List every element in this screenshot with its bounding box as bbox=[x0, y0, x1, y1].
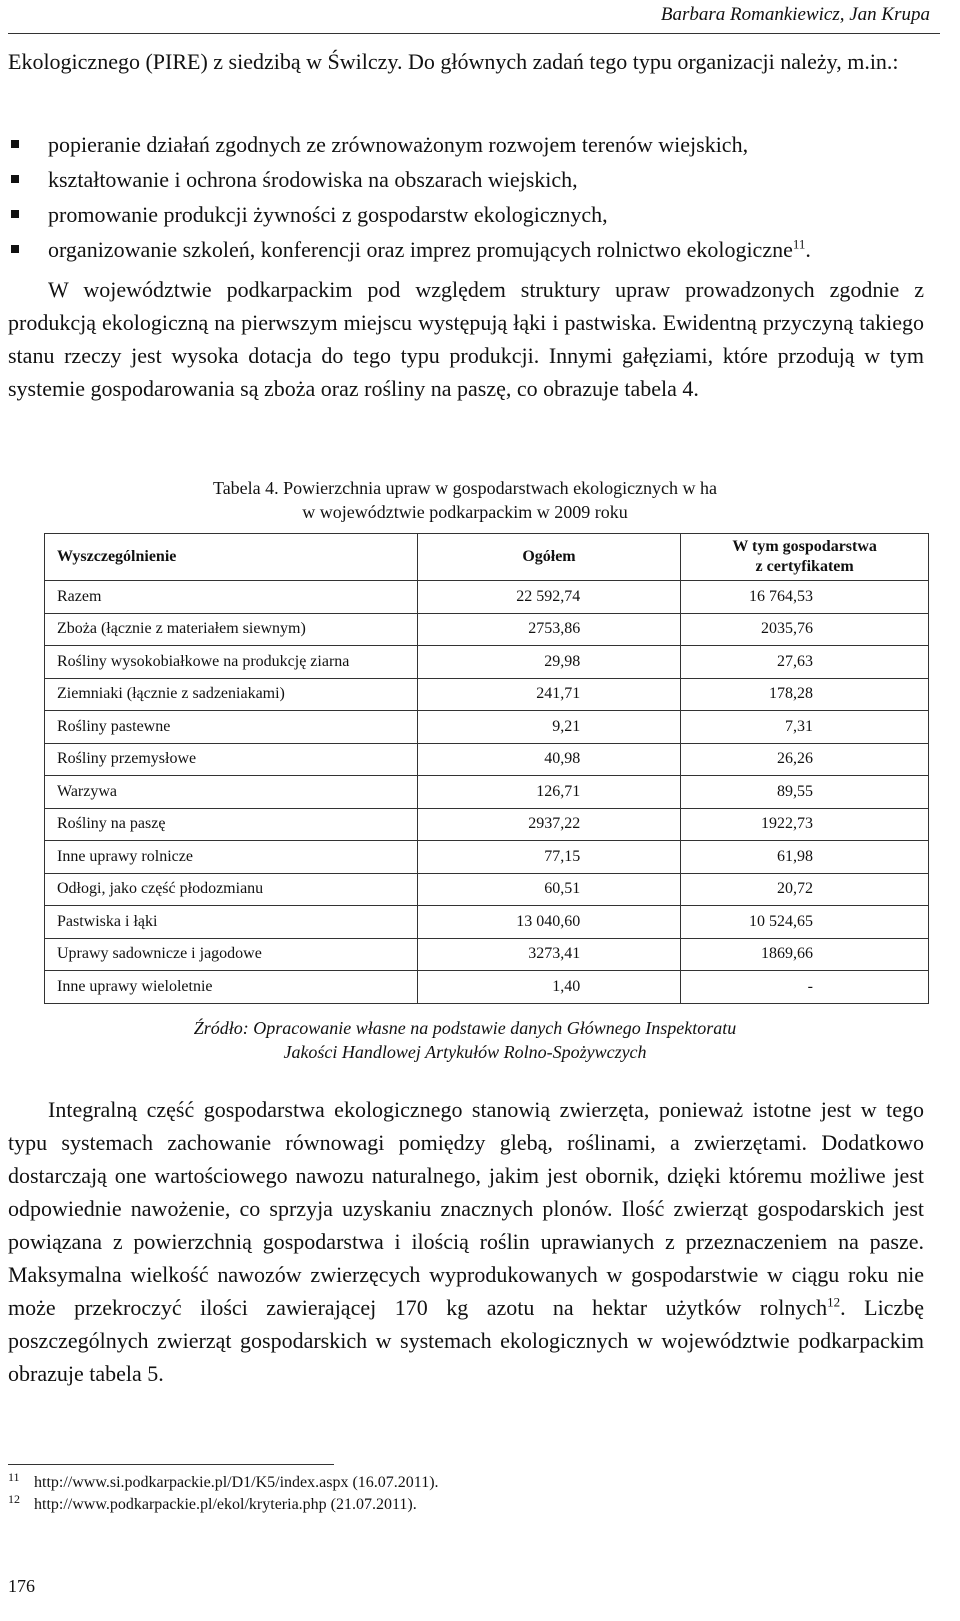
column-header-total: Ogółem bbox=[417, 534, 681, 581]
row-total: 1,40 bbox=[417, 971, 681, 1004]
row-certified: 20,72 bbox=[681, 873, 929, 906]
table-row bbox=[45, 678, 929, 711]
table-caption-line-1: Tabela 4. Powierzchnia upraw w gospodarstwach ekologicznych w ha bbox=[212, 478, 718, 498]
list-item bbox=[8, 127, 924, 162]
paragraph-2: W województwie podkarpackim pod względem struktury upraw prowadzonych zgodnie z produkcją ekologiczną na pierwszym miejscu występują łąki i pastwiska. Ewidentną przyczyną takiego stanu rzeczy jest wysoka dotacja do tego typu produkcji. Innymi gałęziami, które przodują w tym systemie gospodarowania są zboża oraz rośliny na paszę, co obrazuje tabela 4. bbox=[8, 277, 924, 401]
row-label: Rośliny na paszę bbox=[45, 808, 418, 841]
row-label: Inne uprawy rolnicze bbox=[45, 841, 418, 874]
running-header: Barbara Romankiewicz, Jan Krupa bbox=[660, 4, 930, 25]
footnote-ref[interactable]: 11 bbox=[792, 236, 806, 252]
table-row bbox=[45, 873, 929, 906]
paragraph-1: Ekologicznego (PIRE) z siedzibą w Świlczy. Do głównych zadań tego typu organizacji należy, m.in.: bbox=[8, 49, 899, 74]
row-certified: - bbox=[681, 971, 929, 1004]
table-source-line-2: Jakości Handlowej Artykułów Rolno-Spożywczych bbox=[283, 1042, 647, 1062]
footnote bbox=[8, 1494, 439, 1516]
row-total: 241,71 bbox=[417, 678, 681, 711]
row-total: 126,71 bbox=[417, 776, 681, 809]
crop-area-table bbox=[44, 533, 929, 1004]
row-certified: 1869,66 bbox=[681, 938, 929, 971]
square-bullet-icon bbox=[11, 210, 19, 218]
table-row bbox=[45, 971, 929, 1004]
row-label: Rośliny wysokobiałkowe na produkcję ziarna bbox=[45, 646, 418, 679]
row-total: 13 040,60 bbox=[417, 906, 681, 939]
row-label: Ziemniaki (łącznie z sadzeniakami) bbox=[45, 678, 418, 711]
column-header-certified-line-2: z certyfikatem bbox=[755, 558, 854, 575]
table-row bbox=[45, 711, 929, 744]
paragraph-3-text-b: . Liczbę poszczególnych zwierząt gospodarskich w systemach ekologicznych w województwie podkarpackim obrazuje tabela 5. bbox=[8, 1295, 924, 1386]
row-label: Inne uprawy wieloletnie bbox=[45, 971, 418, 1004]
row-label: Warzywa bbox=[45, 776, 418, 809]
list-item-text: kształtowanie i ochrona środowiska na obszarach wiejskich, bbox=[48, 167, 578, 192]
list-item bbox=[8, 162, 924, 197]
row-label: Zboża (łącznie z materiałem siewnym) bbox=[45, 613, 418, 646]
footnote-divider bbox=[8, 1464, 334, 1465]
list-item-text: popieranie działań zgodnych ze zrównoważonym rozwojem terenów wiejskich, bbox=[48, 132, 749, 157]
table-row bbox=[45, 841, 929, 874]
footnote-number: 11 bbox=[8, 1470, 20, 1484]
list-item-text: organizowanie szkoleń, konferencji oraz imprez promujących rolnictwo ekologiczne bbox=[48, 237, 793, 262]
header-divider bbox=[8, 33, 940, 34]
column-header-certified bbox=[681, 534, 929, 581]
row-certified: 7,31 bbox=[681, 711, 929, 744]
page-number: 176 bbox=[8, 1576, 35, 1596]
row-total: 60,51 bbox=[417, 873, 681, 906]
footnote-ref[interactable]: 12 bbox=[827, 1294, 841, 1310]
paragraph-3 bbox=[8, 1093, 924, 1390]
table-row bbox=[45, 743, 929, 776]
row-certified: 2035,76 bbox=[681, 613, 929, 646]
table-caption-line-2: w województwie podkarpackim w 2009 roku bbox=[302, 502, 628, 522]
footnote-link[interactable]: http://www.si.podkarpackie.pl/D1/K5/index.aspx (16.07.2011). bbox=[34, 1474, 439, 1491]
row-certified: 16 764,53 bbox=[681, 581, 929, 614]
footnotes bbox=[8, 1472, 439, 1516]
row-label: Razem bbox=[45, 581, 418, 614]
row-total: 22 592,74 bbox=[417, 581, 681, 614]
square-bullet-icon bbox=[11, 140, 19, 148]
task-list bbox=[8, 127, 924, 267]
row-total: 77,15 bbox=[417, 841, 681, 874]
row-label: Rośliny pastewne bbox=[45, 711, 418, 744]
list-item bbox=[8, 197, 924, 232]
row-label: Pastwiska i łąki bbox=[45, 906, 418, 939]
footnote-link[interactable]: http://www.podkarpackie.pl/ekol/kryteria.php (21.07.2011). bbox=[34, 1496, 417, 1513]
footnote-number: 12 bbox=[8, 1492, 20, 1506]
table-row bbox=[45, 776, 929, 809]
row-label: Uprawy sadownicze i jagodowe bbox=[45, 938, 418, 971]
table-header-row bbox=[45, 534, 929, 581]
row-certified: 61,98 bbox=[681, 841, 929, 874]
square-bullet-icon bbox=[11, 175, 19, 183]
table-row bbox=[45, 613, 929, 646]
row-certified: 27,63 bbox=[681, 646, 929, 679]
row-total: 9,21 bbox=[417, 711, 681, 744]
row-total: 29,98 bbox=[417, 646, 681, 679]
table-row bbox=[45, 646, 929, 679]
row-total: 2937,22 bbox=[417, 808, 681, 841]
column-header-item: Wyszczególnienie bbox=[45, 534, 418, 581]
row-total: 40,98 bbox=[417, 743, 681, 776]
row-label: Odłogi, jako część płodozmianu bbox=[45, 873, 418, 906]
square-bullet-icon bbox=[11, 245, 19, 253]
table-source bbox=[0, 1016, 930, 1064]
row-certified: 1922,73 bbox=[681, 808, 929, 841]
list-item-end: . bbox=[805, 237, 811, 262]
row-certified: 10 524,65 bbox=[681, 906, 929, 939]
table-source-line-1: Źródło: Opracowanie własne na podstawie danych Głównego Inspektoratu bbox=[193, 1018, 737, 1038]
table-row bbox=[45, 938, 929, 971]
table-row bbox=[45, 581, 929, 614]
row-certified: 178,28 bbox=[681, 678, 929, 711]
row-label: Rośliny przemysłowe bbox=[45, 743, 418, 776]
paragraph-3-text-a: Integralną część gospodarstwa ekologicznego stanowią zwierzęta, ponieważ istotne jest w tego typu systemach zachowanie równowagi pomiędzy glebą, roślinami, a zwierzętami. Dodatkowo dostarczają one wartościowego nawozu naturalnego, jakim jest obornik, dzięki któremu możliwe jest odpowiednie nawożenie, co sprzyja uzyskaniu znacznych plonów. Ilość zwierząt gospodarskich jest powiązana z powierzchnią gospodarstwa i ilością roślin uprawianych z przeznaczeniem na pasze. Maksymalna wielkość nawozów zwierzęcych wyprodukowanych w gospodarstwie w ciągu roku nie może przekroczyć ilości zawierającej 170 kg azotu na hektar użytków rolnych bbox=[8, 1097, 924, 1320]
table-caption bbox=[0, 476, 930, 524]
list-item-text: promowanie produkcji żywności z gospodarstw ekologicznych, bbox=[48, 202, 608, 227]
table-row bbox=[45, 808, 929, 841]
row-total: 3273,41 bbox=[417, 938, 681, 971]
row-total: 2753,86 bbox=[417, 613, 681, 646]
row-certified: 26,26 bbox=[681, 743, 929, 776]
footnote bbox=[8, 1472, 439, 1494]
list-item bbox=[8, 232, 924, 267]
column-header-certified-line-1: W tym gospodarstwa bbox=[732, 538, 877, 555]
row-certified: 89,55 bbox=[681, 776, 929, 809]
table-row bbox=[45, 906, 929, 939]
